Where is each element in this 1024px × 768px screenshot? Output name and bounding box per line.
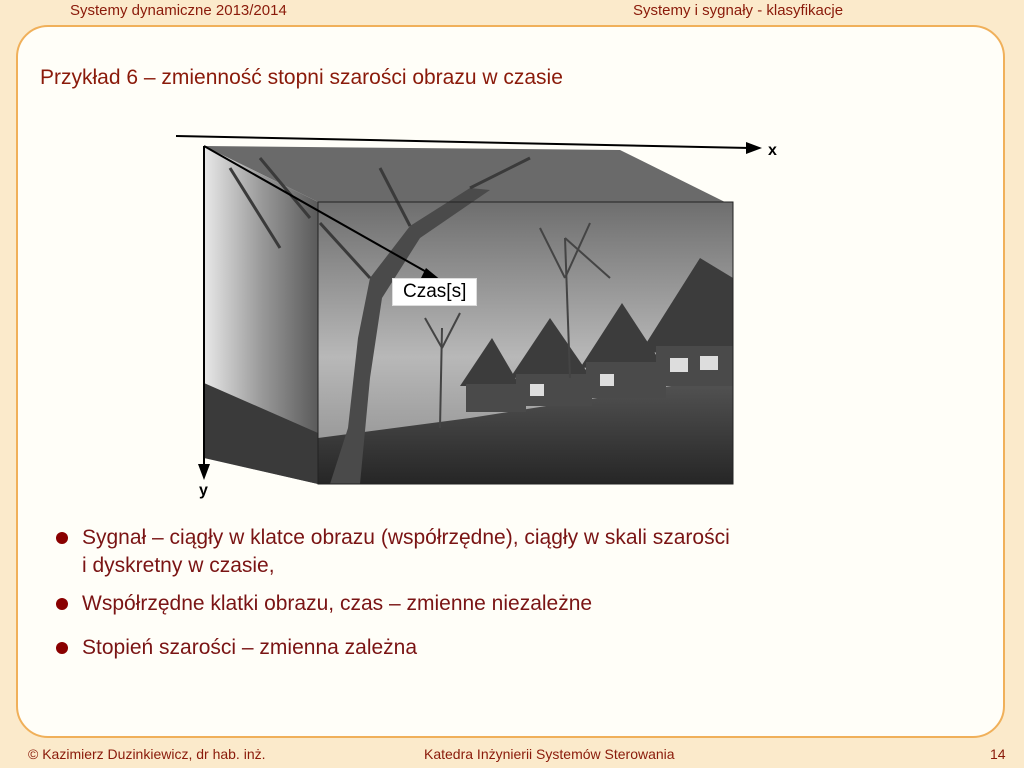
bullet-dot-icon [56, 532, 68, 544]
bullet-text-continued: i dyskretny w czasie, [82, 554, 275, 577]
page-number: 14 [990, 746, 1006, 762]
x-axis-line [176, 136, 750, 148]
bullet-text: Sygnał – ciągły w klatce obrazu (współrzędne), ciągły w skali szarości [82, 526, 730, 549]
bullet-list [52, 524, 932, 662]
bullet-item [52, 634, 932, 662]
bullet-dot-icon [56, 598, 68, 610]
footer-department: Katedra Inżynierii Systemów Sterowania [424, 746, 675, 762]
y-axis-arrow [198, 464, 210, 480]
x-axis-arrow [746, 142, 762, 154]
bullet-item [52, 590, 932, 618]
header-course-title: Systemy dynamiczne 2013/2014 [70, 2, 287, 19]
video-cube-figure [170, 128, 790, 504]
y-axis-label: y [199, 482, 208, 499]
header-section-title: Systemy i sygnały - klasyfikacje [633, 2, 844, 19]
footer-author: © Kazimierz Duzinkiewicz, dr hab. inż. [28, 746, 266, 762]
bullet-item [52, 524, 932, 580]
time-axis-label: Czas[s] [392, 278, 477, 306]
bullet-text: Stopień szarości – zmienna zależna [82, 636, 418, 659]
bullet-dot-icon [56, 642, 68, 654]
x-axis-label: x [768, 142, 777, 159]
slide-title: Przykład 6 – zmienność stopni szarości obrazu w czasie [40, 66, 563, 89]
bullet-text: Współrzędne klatki obrazu, czas – zmienne niezależne [82, 592, 593, 615]
